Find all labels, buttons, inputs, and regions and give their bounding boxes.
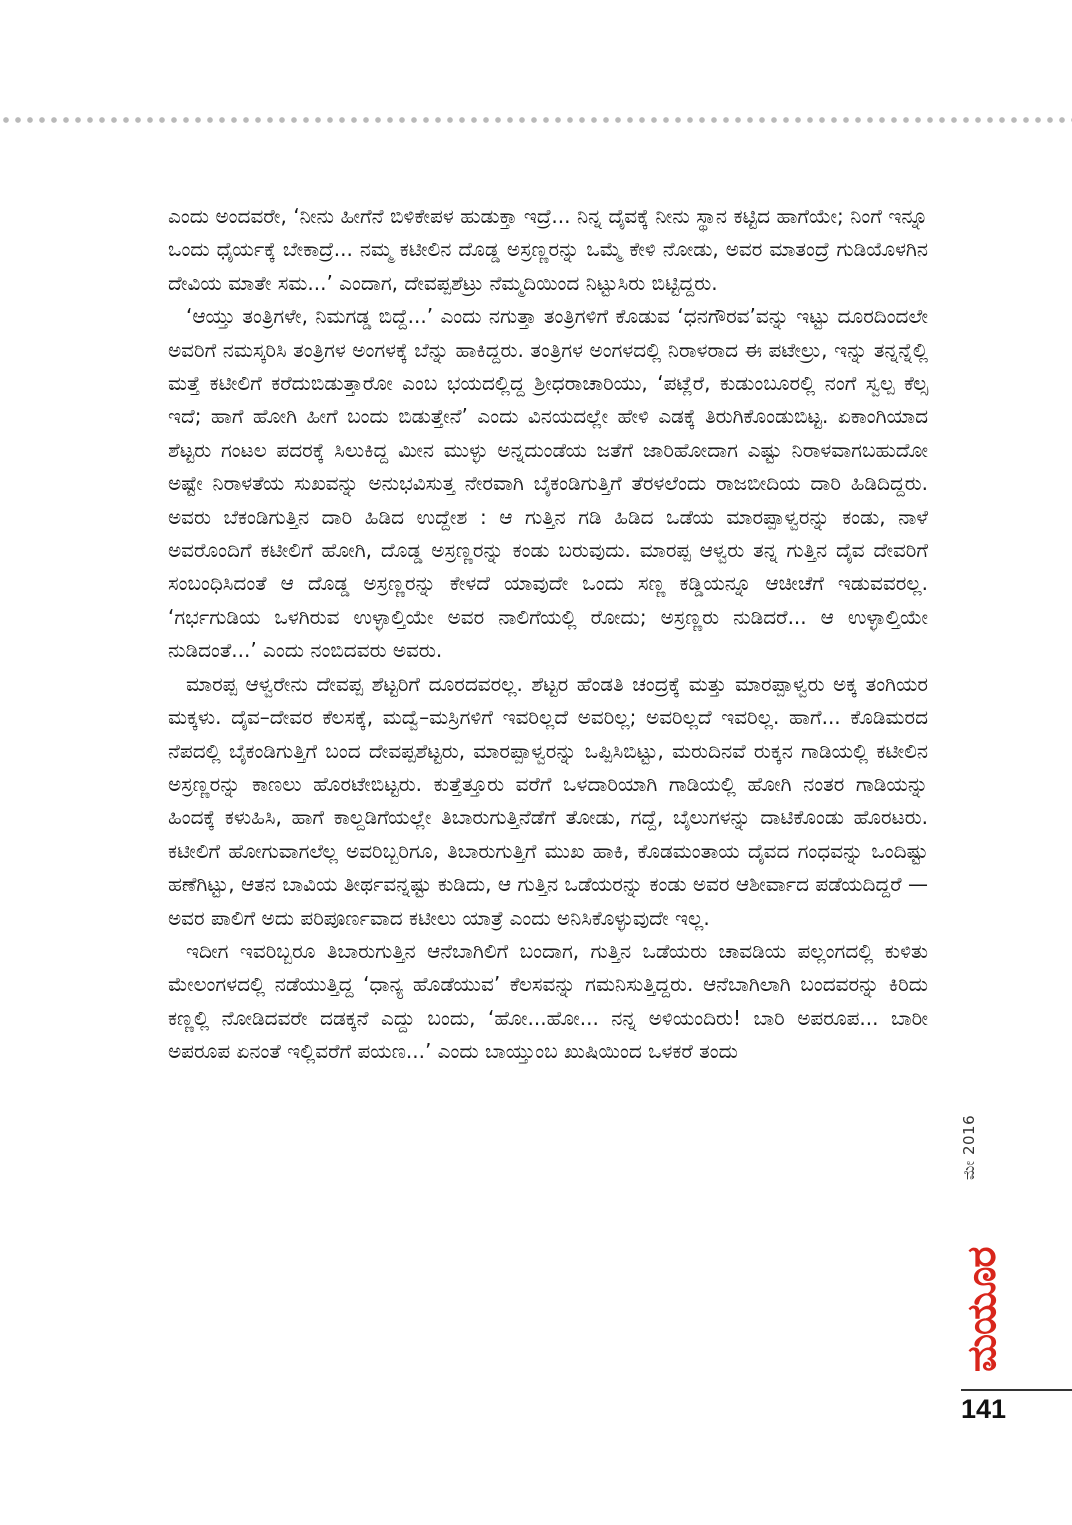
dotted-header-rule: [0, 116, 1072, 124]
issue-date: ಮೇ 2016: [960, 1114, 978, 1180]
paragraph-4: ಇದೀಗ ಇವರಿಬ್ಬರೂ ತಿಬಾರುಗುತ್ತಿನ ಆನೆಬಾಗಿಲಿಗೆ ಬಂದಾಗ, ಗುತ್ತಿನ ಒಡೆಯರು ಚಾವಡಿಯ ಪಲ್ಲಂಗದಲ್ಲಿ ಕುಳಿತು ಮೇಲಂಗಳದಲ್ಲಿ ನಡೆಯುತ್ತಿದ್ದ ‘ಧಾನ್ಯ ಹೊಡೆಯುವ’ ಕೆಲಸವನ್ನು ಗಮನಿಸುತ್ತಿದ್ದರು. ಆನೆಬಾಗಿಲಾಗಿ ಬಂದವರನ್ನು ಕಿರಿದು ಕಣ್ಣಲ್ಲಿ ನೋಡಿದವರೇ ದಡಕ್ಕನೆ ಎದ್ದು ಬಂದು, ‘ಹೋ...ಹೋ... ನನ್ನ ಅಳಿಯಂದಿರು! ಬಾರಿ ಅಪರೂಪ... ಬಾರೀ ಅಪರೂಪ ಏನಂತೆ ಇಲ್ಲಿವರೆಗೆ ಪಯಣ...’ ಎಂದು ಬಾಯ್ತುಂಬ ಖುಷಿಯಿಂದ ಒಳಕರೆ ತಂದು: [168, 938, 928, 1064]
page-number: 141: [961, 1394, 1007, 1424]
article-body: [168, 200, 928, 1069]
paragraph-1: ಎಂದು ಅಂದವರೇ, ‘ನೀನು ಹೀಗೆನೆ ಬಿಳಿಕೇಪಳ ಹುಡುಕ್ತಾ ಇದ್ರೆ... ನಿನ್ನ ದೈವಕ್ಕೆ ನೀನು ಸ್ಥಾನ ಕಟ್ಟಿದ ಹಾಗೆಯೇ; ನಿಂಗೆ ಇನ್ನೂ ಒಂದು ಧೈರ್ಯಕ್ಕೆ ಬೇಕಾದ್ರೆ... ನಮ್ಮ ಕಟೀಲಿನ ದೊಡ್ಡ ಅಸ್ರಣ್ಣರನ್ನು ಒಮ್ಮೆ ಕೇಳಿ ನೋಡು, ಅವರ ಮಾತಂದ್ರೆ ಗುಡಿಯೊಳಗಿನ ದೇವಿಯ ಮಾತೇ ಸಮ...’ ಎಂದಾಗ, ದೇವಪ್ಪಶೆಟ್ರು ನೆಮ್ಮದಿಯಿಂದ ನಿಟ್ಟುಸಿರು ಬಿಟ್ಟಿದ್ದರು.: [168, 204, 928, 295]
page-number-rule: [961, 1389, 1072, 1391]
paragraph-2: ‘ಆಯ್ತು ತಂತ್ರಿಗಳೇ, ನಿಮಗಡ್ಡ ಬಿದ್ದೆ...’ ಎಂದು ನಗುತ್ತಾ ತಂತ್ರಿಗಳಿಗೆ ಕೊಡುವ ‘ಧನಗೌರವ’ವನ್ನು ಇಟ್ಟು ದೂರದಿಂದಲೇ ಅವರಿಗೆ ನಮಸ್ಕರಿಸಿ ತಂತ್ರಿಗಳ ಅಂಗಳಕ್ಕೆ ಬೆನ್ನು ಹಾಕಿದ್ದರು. ತಂತ್ರಿಗಳ ಅಂಗಳದಲ್ಲಿ ನಿರಾಳರಾದ ಈ ಪಟೇಲ್ರು, ಇನ್ನು ತನ್ನನ್ನೆಲ್ಲಿ ಮತ್ತೆ ಕಟೀಲಿಗೆ ಕರೆದುಬಿಡುತ್ತಾರೋ ಎಂಬ ಭಯದಲ್ಲಿದ್ದ ಶ್ರೀಧರಾಚಾರಿಯು, ‘ಪಟ್ಲೆರೆ, ಕುಡುಂಬೂರಲ್ಲಿ ನಂಗೆ ಸ್ವಲ್ಪ ಕೆಲ್ಸ ಇದೆ; ಹಾಗೆ ಹೋಗಿ ಹೀಗೆ ಬಂದು ಬಿಡುತ್ತೇನೆ’ ಎಂದು ವಿನಯದಲ್ಲೇ ಹೇಳಿ ಎಡಕ್ಕೆ ತಿರುಗಿಕೊಂಡುಬಿಟ್ಟ. ಏಕಾಂಗಿಯಾದ ಶೆಟ್ಟರು ಗಂಟಲ ಪದರಕ್ಕೆ ಸಿಲುಕಿದ್ದ ಮೀನ ಮುಳ್ಳು ಅನ್ನದುಂಡೆಯ ಜತೆಗೆ ಜಾರಿಹೋದಾಗ ಎಷ್ಟು ನಿರಾಳವಾಗಬಹುದೋ ಅಷ್ಟೇ ನಿರಾಳತೆಯ ಸುಖವನ್ನು ಅನುಭವಿಸುತ್ತ ನೇರವಾಗಿ ಬೈಕಂಡಿಗುತ್ತಿಗೆ ತೆರಳಲೆಂದು ರಾಜಬೀದಿಯ ದಾರಿ ಹಿಡಿದಿದ್ದರು. ಅವರು ಬೆಕಂಡಿಗುತ್ತಿನ ದಾರಿ ಹಿಡಿದ ಉದ್ದೇಶ : ಆ ಗುತ್ತಿನ ಗಡಿ ಹಿಡಿದ ಒಡೆಯ ಮಾರಪ್ಪಾಳ್ವರನ್ನು ಕಂಡು, ನಾಳೆ ಅವರೊಂದಿಗೆ ಕಟೀಲಿಗೆ ಹೋಗಿ, ದೊಡ್ಡ ಅಸ್ರಣ್ಣರನ್ನು ಕಂಡು ಬರುವುದು. ಮಾರಪ್ಪ ಆಳ್ವರು ತನ್ನ ಗುತ್ತಿನ ದೈವ ದೇವರಿಗೆ ಸಂಬಂಧಿಸಿದಂತೆ ಆ ದೊಡ್ಡ ಅಸ್ರಣ್ಣರನ್ನು ಕೇಳದೆ ಯಾವುದೇ ಒಂದು ಸಣ್ಣ ಕಡ್ಡಿಯನ್ನೂ ಆಚೀಚೆಗೆ ಇಡುವವರಲ್ಲ. ‘ಗರ್ಭಗುಡಿಯ ಒಳಗಿರುವ ಉಳ್ಳಾಲ್ತಿಯೇ ಅವರ ನಾಲಿಗೆಯಲ್ಲಿ ರೋದು; ಅಸ್ರಣ್ಣರು ನುಡಿದರೆ... ಆ ಉಳ್ಳಾಲ್ತಿಯೇ ನುಡಿದಂತೆ...’ ಎಂದು ನಂಬಿದವರು ಅವರು.: [168, 304, 928, 663]
paragraph-3: ಮಾರಪ್ಪ ಆಳ್ವರೇನು ದೇವಪ್ಪ ಶೆಟ್ಟರಿಗೆ ದೂರದವರಲ್ಲ. ಶೆಟ್ಟರ ಹೆಂಡತಿ ಚಂದ್ರಕ್ಕೆ ಮತ್ತು ಮಾರಪ್ಪಾಳ್ವರು ಅಕ್ಕ ತಂಗಿಯರ ಮಕ್ಕಳು. ದೈವ–ದೇವರ ಕೆಲಸಕ್ಕೆ, ಮದ್ವೆ–ಮಸ್ರಿಗಳಿಗೆ ಇವರಿಲ್ಲದೆ ಅವರಿಲ್ಲ; ಅವರಿಲ್ಲದೆ ಇವರಿಲ್ಲ. ಹಾಗೆ... ಕೊಡಿಮರದ ನೆಪದಲ್ಲಿ ಬೈಕಂಡಿಗುತ್ತಿಗೆ ಬಂದ ದೇವಪ್ಪಶೆಟ್ಟರು, ಮಾರಪ್ಪಾಳ್ವರನ್ನು ಒಪ್ಪಿಸಿಬಿಟ್ಟು, ಮರುದಿನವೆ ರುಕ್ಕನ ಗಾಡಿಯಲ್ಲಿ ಕಟೀಲಿನ ಅಸ್ರಣ್ಣರನ್ನು ಕಾಣಲು ಹೊರಟೇಬಿಟ್ಟರು. ಕುತ್ತೆತ್ತೂರು ವರೆಗೆ ಒಳದಾರಿಯಾಗಿ ಗಾಡಿಯಲ್ಲಿ ಹೋಗಿ ನಂತರ ಗಾಡಿಯನ್ನು ಹಿಂದಕ್ಕೆ ಕಳುಹಿಸಿ, ಹಾಗೆ ಕಾಲ್ದಡಿಗೆಯಲ್ಲೇ ತಿಬಾರುಗುತ್ತಿನೆಡೆಗೆ ತೋಡು, ಗದ್ದೆ, ಬೈಲುಗಳನ್ನು ದಾಟಿಕೊಂಡು ಹೊರಟರು. ಕಟೀಲಿಗೆ ಹೋಗುವಾಗಲೆಲ್ಲ ಅವರಿಬ್ಬರಿಗೂ, ತಿಬಾರುಗುತ್ತಿಗೆ ಮುಖ ಹಾಕಿ, ಕೊಡಮಂತಾಯ ದೈವದ ಗಂಧವನ್ನು ಒಂದಿಷ್ಟು ಹಣೆಗಿಟ್ಟು, ಆತನ ಬಾವಿಯ ತೀರ್ಥವನ್ನಷ್ಟು ಕುಡಿದು, ಆ ಗುತ್ತಿನ ಒಡೆಯರನ್ನು ಕಂಡು ಅವರ ಆಶೀರ್ವಾದ ಪಡೆಯದಿದ್ದರೆ — ಅವರ ಪಾಲಿಗೆ ಅದು ಪರಿಪೂರ್ಣವಾದ ಕಟೀಲು ಯಾತ್ರೆ ಎಂದು ಅನಿಸಿಕೊಳ್ಳುವುದೇ ಇಲ್ಲ.: [168, 671, 928, 930]
magazine-logo: ಮಯೂರ: [959, 1247, 1005, 1372]
